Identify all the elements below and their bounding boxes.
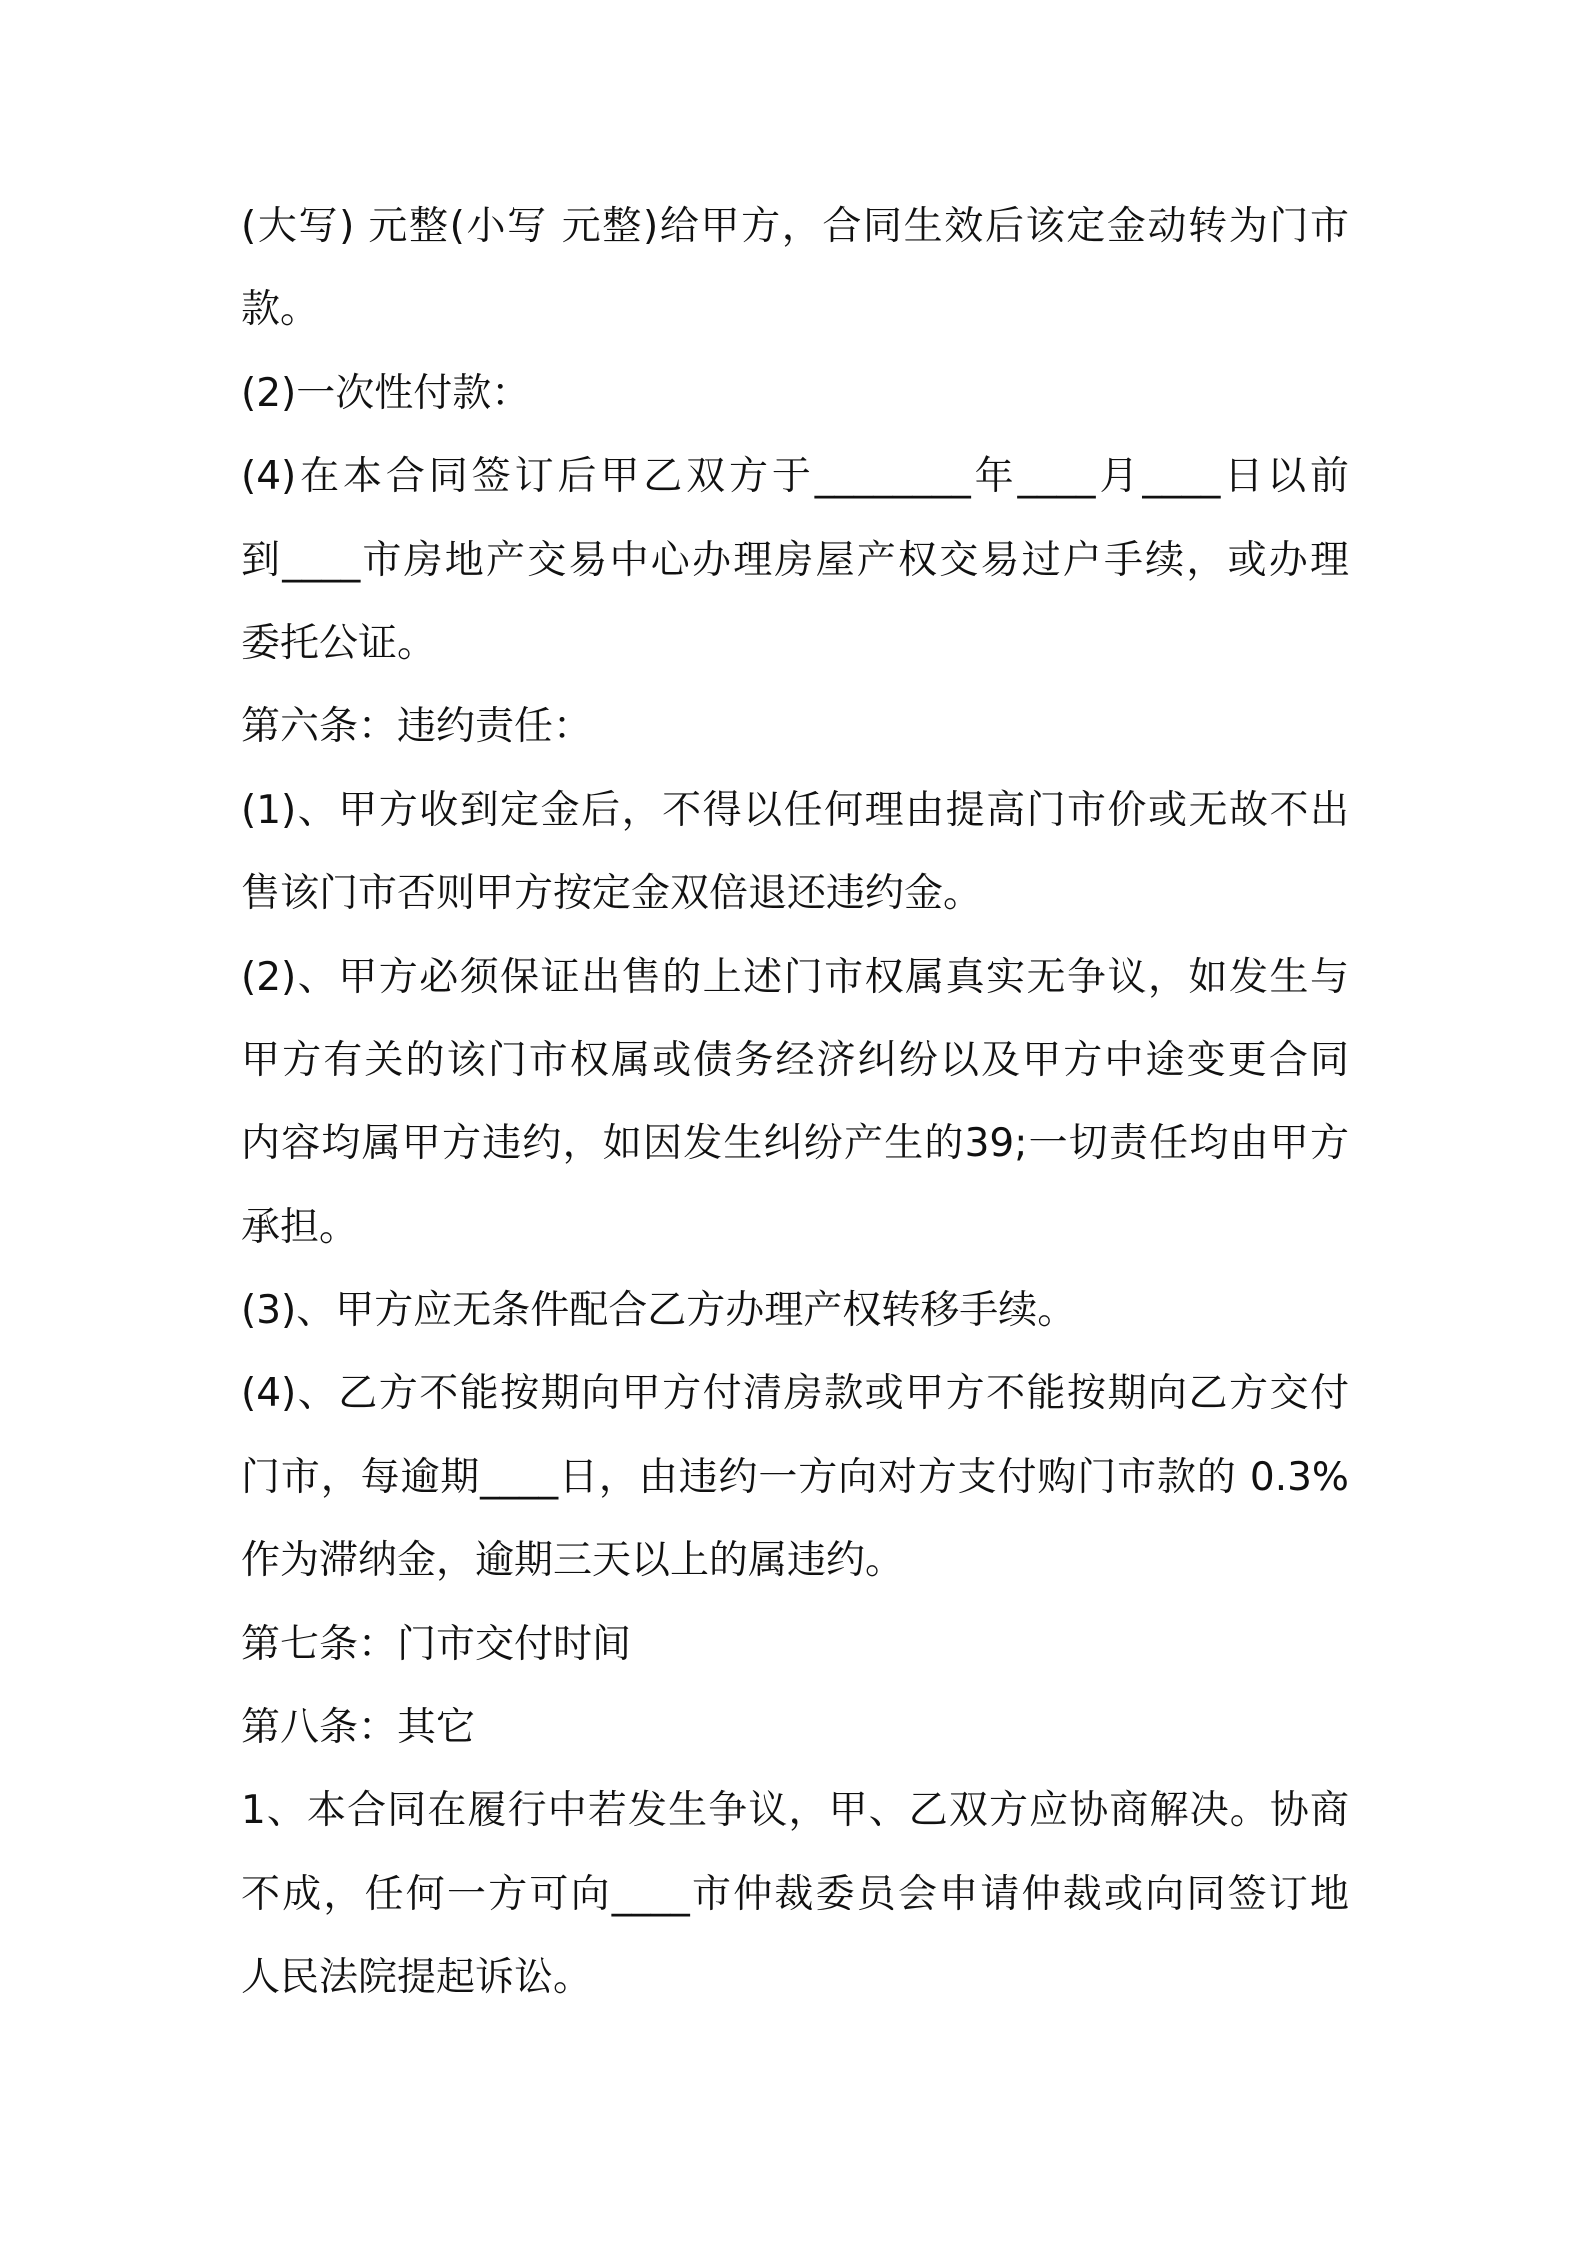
text-line: (3)、甲方应无条件配合乙方办理产权转移手续。 bbox=[241, 1288, 1077, 1334]
text-line: 款。 bbox=[241, 287, 320, 333]
text-line: 内容均属甲方违约，如因发生纠纷产生的39;一切责任均由甲方 bbox=[241, 1121, 1349, 1167]
text-line: 1、本合同在履行中若发生争议，甲、乙双方应协商解决。协商 bbox=[241, 1788, 1349, 1834]
section-heading: 第六条：违约责任： bbox=[241, 704, 593, 750]
paragraph-clause-8-1 bbox=[241, 1769, 1349, 2019]
paragraph-transfer-procedure bbox=[241, 435, 1349, 685]
text-line: (4)在本合同签订后甲乙双方于________年____月____日以前 bbox=[241, 454, 1349, 500]
text-line: (1)、甲方收到定金后，不得以任何理由提高门市价或无故不出 bbox=[241, 787, 1349, 833]
article-8-heading bbox=[241, 1686, 1349, 1769]
text-line: 不成，任何一方可向____市仲裁委员会申请仲裁或向同签订地 bbox=[241, 1871, 1349, 1917]
text-line: (2)、甲方必须保证出售的上述门市权属真实无争议，如发生与 bbox=[241, 954, 1349, 1000]
text-line: 委托公证。 bbox=[241, 620, 437, 666]
text-line: 人民法院提起诉讼。 bbox=[241, 1955, 593, 2001]
paragraph-clause-6-2 bbox=[241, 936, 1349, 1270]
text-line: (大写) 元整(小写 元整)给甲方，合同生效后该定金动转为门市 bbox=[241, 204, 1349, 249]
text-line: 门市，每逾期____日，由违约一方向对方支付购门市款的 0.3% bbox=[241, 1454, 1349, 1500]
paragraph-deposit bbox=[241, 185, 1349, 352]
text-line: (2)一次性付款： bbox=[241, 370, 531, 416]
text-line: 到____市房地产交易中心办理房屋产权交易过户手续，或办理 bbox=[241, 537, 1349, 583]
text-line: 承担。 bbox=[241, 1204, 359, 1250]
text-line: 售该门市否则甲方按定金双倍退还违约金。 bbox=[241, 871, 983, 917]
article-7-heading bbox=[241, 1603, 1349, 1686]
paragraph-clause-6-4 bbox=[241, 1352, 1349, 1602]
document-body bbox=[241, 185, 1349, 2020]
text-line: 作为滞纳金，逾期三天以上的属违约。 bbox=[241, 1538, 905, 1584]
section-heading: 第八条：其它 bbox=[241, 1705, 476, 1751]
paragraph-lump-sum-payment bbox=[241, 352, 1349, 435]
paragraph-clause-6-1 bbox=[241, 769, 1349, 936]
text-line: (4)、乙方不能按期向甲方付清房款或甲方不能按期向乙方交付 bbox=[241, 1371, 1349, 1417]
text-line: 甲方有关的该门市权属或债务经济纠纷以及甲方中途变更合同 bbox=[241, 1037, 1349, 1083]
paragraph-clause-6-3 bbox=[241, 1269, 1349, 1352]
section-heading: 第七条：门市交付时间 bbox=[241, 1621, 632, 1667]
article-6-heading bbox=[241, 685, 1349, 768]
